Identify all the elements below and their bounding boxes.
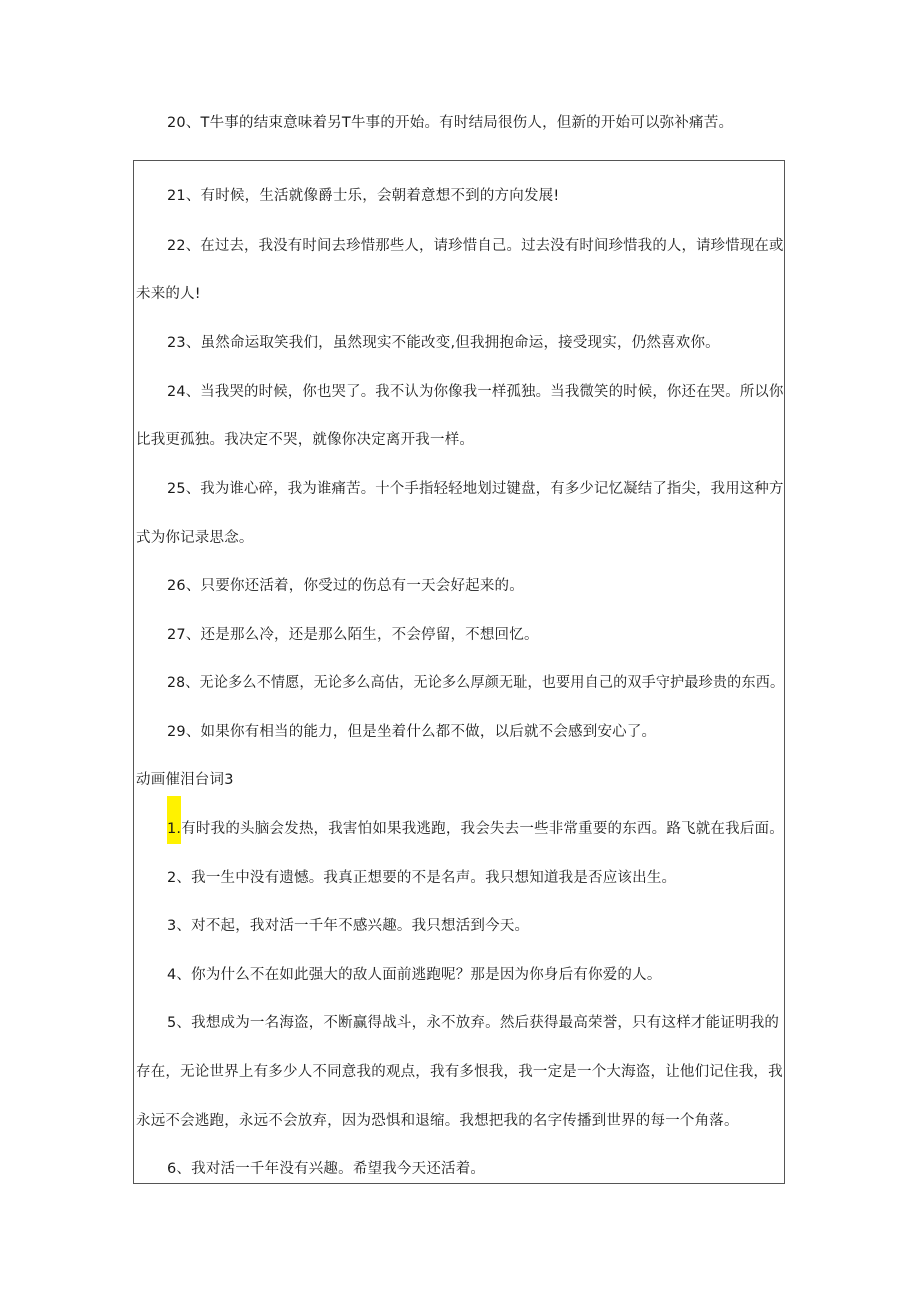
- paragraph-line: 25、我为谁心碎，我为谁痛苦。十个手指轻轻地划过键盘，有多少记忆凝结了指尖，我用这种方: [167, 481, 784, 497]
- paragraph-line: 未来的人!: [136, 286, 201, 302]
- paragraph-line: 5、我想成为一名海盗，不断赢得战斗，永不放弃。然后获得最高荣誉，只有这样才能证明我的: [167, 1015, 780, 1031]
- paragraph-line: 22、在过去，我没有时间去珍惜那些人，请珍惜自己。过去没有时间珍惜我的人，请珍惜现在或: [167, 238, 784, 254]
- paragraph-line: 20、T牛事的结束意味着另T牛事的开始。有时结局很伤人，但新的开始可以弥补痛苦。: [167, 115, 734, 131]
- paragraph-line: 6、我对活一千年没有兴趣。希望我今天还活着。: [167, 1161, 486, 1177]
- paragraph-line: 27、还是那么冷，还是那么陌生，不会停留，不想回忆。: [167, 627, 539, 643]
- paragraph-line: 24、当我哭的时候，你也哭了。我不认为你像我一样孤独。当我微笑的时候，你还在哭。所以你: [167, 384, 784, 400]
- paragraph-line: 比我更孤独。我决定不哭，就像你决定离开我一样。: [136, 432, 475, 448]
- paragraph-line: 存在，无论世界上有多少人不同意我的观点，我有多恨我，我一定是一个大海盗，让他们记住我，我: [136, 1064, 783, 1080]
- paragraph-line: 29、如果你有相当的能力，但是坐着什么都不做，以后就不会感到安心了。: [167, 724, 657, 740]
- paragraph-line: 21、有时候，生活就像爵士乐，会朝着意想不到的方向发展!: [167, 188, 560, 204]
- paragraph-line: 1.有时我的头脑会发热，我害怕如果我逃跑，我会失去一些非常重要的东西。路飞就在我后面。: [167, 821, 784, 837]
- paragraph-line: 永远不会逃跑，永远不会放弃，因为恐惧和退缩。我想把我的名字传播到世界的每一个角落。: [136, 1113, 739, 1129]
- paragraph-line: 26、只要你还活着，你受过的伤总有一天会好起来的。: [167, 578, 524, 594]
- paragraph-line: 23、虽然命运取笑我们，虽然现实不能改变,但我拥抱命运，接受现实，仍然喜欢你。: [167, 335, 720, 351]
- paragraph-line: 3、对不起，我对活一千年不感兴趣。我只想活到今天。: [167, 918, 530, 934]
- paragraph-line: 2、我一生中没有遗憾。我真正想要的不是名声。我只想知道我是否应该出生。: [167, 870, 677, 886]
- paragraph-line: 4、你为什么不在如此强大的敌人面前逃跑呢？那是因为你身后有你爱的人。: [167, 967, 662, 983]
- section-heading: 动画催泪台词3: [136, 772, 234, 788]
- paragraph-line: 28、无论多么不情愿，无论多么高估，无论多么厚颜无耻，也要用自己的双手守护最珍贵的东西。: [167, 675, 785, 691]
- paragraph-line: 式为你记录思念。: [136, 530, 254, 546]
